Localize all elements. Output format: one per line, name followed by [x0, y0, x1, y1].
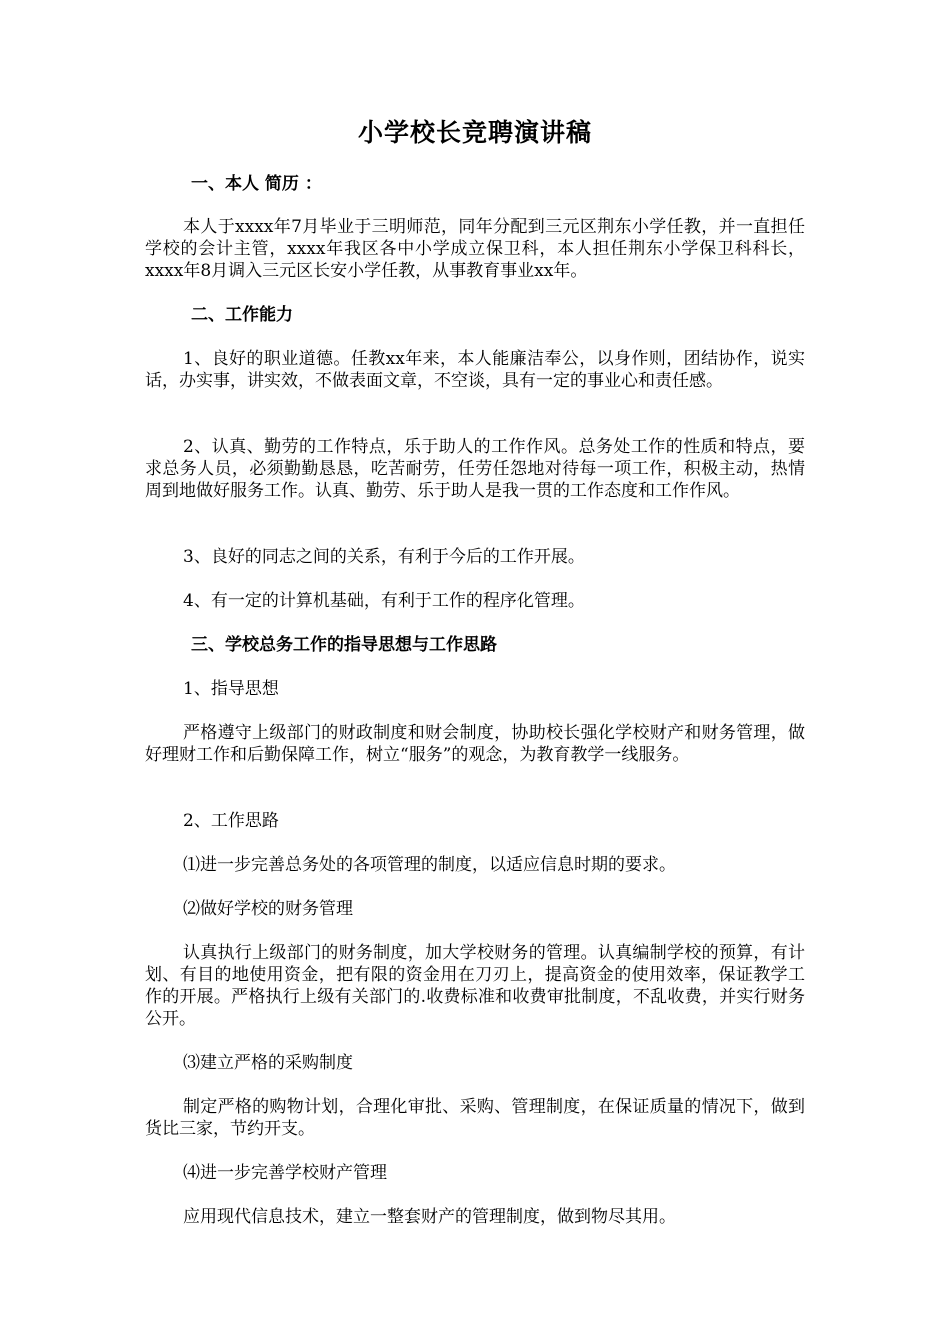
subheading-guiding-thought: 1、指导思想	[183, 679, 279, 699]
paragraph-resume: 本人于xxxx年7月毕业于三明师范，同年分配到三元区荆东小学任教，并一直担任学校的会计主管，xxxx年我区各中小学成立保卫科，本人担任荆东小学保卫科科长，xxxx年8月调入三元区长安小学任教，从事教育事业xx年。	[145, 217, 805, 281]
paragraph-finance-management: 认真执行上级部门的财务制度，加大学校财务的管理。认真编制学校的预算，有计划、有目的地使用资金，把有限的资金用在刀刃上，提高资金的使用效率，保证教学工作的开展。严格执行上级有关部门的.收费标准和收费审批制度，不乱收费，并实行财务公开。	[145, 943, 805, 1029]
plan-item-1: ⑴进一步完善总务处的各项管理的制度，以适应信息时期的要求。	[183, 855, 676, 875]
plan-item-4: ⑷进一步完善学校财产管理	[183, 1163, 387, 1183]
section-heading-resume: 一、本人 简历 ：	[191, 174, 322, 194]
subheading-work-plan: 2、工作思路	[183, 811, 279, 831]
section-heading-guidance: 三、学校总务工作的指导思想与工作思路	[191, 635, 497, 655]
paragraph-ability-4: 4、有一定的计算机基础，有利于工作的程序化管理。	[183, 591, 585, 611]
paragraph-procurement: 制定严格的购物计划，合理化审批、采购、管理制度，在保证质量的情况下，做到货比三家，节约开支。	[145, 1097, 805, 1139]
paragraph-asset-management: 应用现代信息技术，建立一整套财产的管理制度，做到物尽其用。	[183, 1207, 676, 1227]
section-heading-ability: 二、工作能力	[191, 305, 293, 325]
plan-item-2: ⑵做好学校的财务管理	[183, 899, 353, 919]
plan-item-3: ⑶建立严格的采购制度	[183, 1053, 353, 1073]
paragraph-ability-3: 3、良好的同志之间的关系，有利于今后的工作开展。	[183, 547, 585, 567]
paragraph-ability-1: 1、良好的职业道德。任教xx年来，本人能廉洁奉公，以身作则，团结协作，说实话，办实事，讲实效，不做表面文章，不空谈，具有一定的事业心和责任感。	[145, 349, 805, 391]
paragraph-guiding-thought: 严格遵守上级部门的财政制度和财会制度，协助校长强化学校财产和财务管理，做好理财工作和后勤保障工作，树立“服务”的观念，为教育教学一线服务。	[145, 723, 805, 765]
document-title: 小学校长竞聘演讲稿	[357, 118, 592, 147]
paragraph-ability-2: 2、认真、勤劳的工作特点，乐于助人的工作作风。总务处工作的性质和特点，要求总务人员，必须勤勤恳恳，吃苦耐劳，任劳任怨地对待每一项工作，积极主动，热情周到地做好服务工作。认真、勤劳、乐于助人是我一贯的工作态度和工作作风。	[145, 437, 805, 501]
